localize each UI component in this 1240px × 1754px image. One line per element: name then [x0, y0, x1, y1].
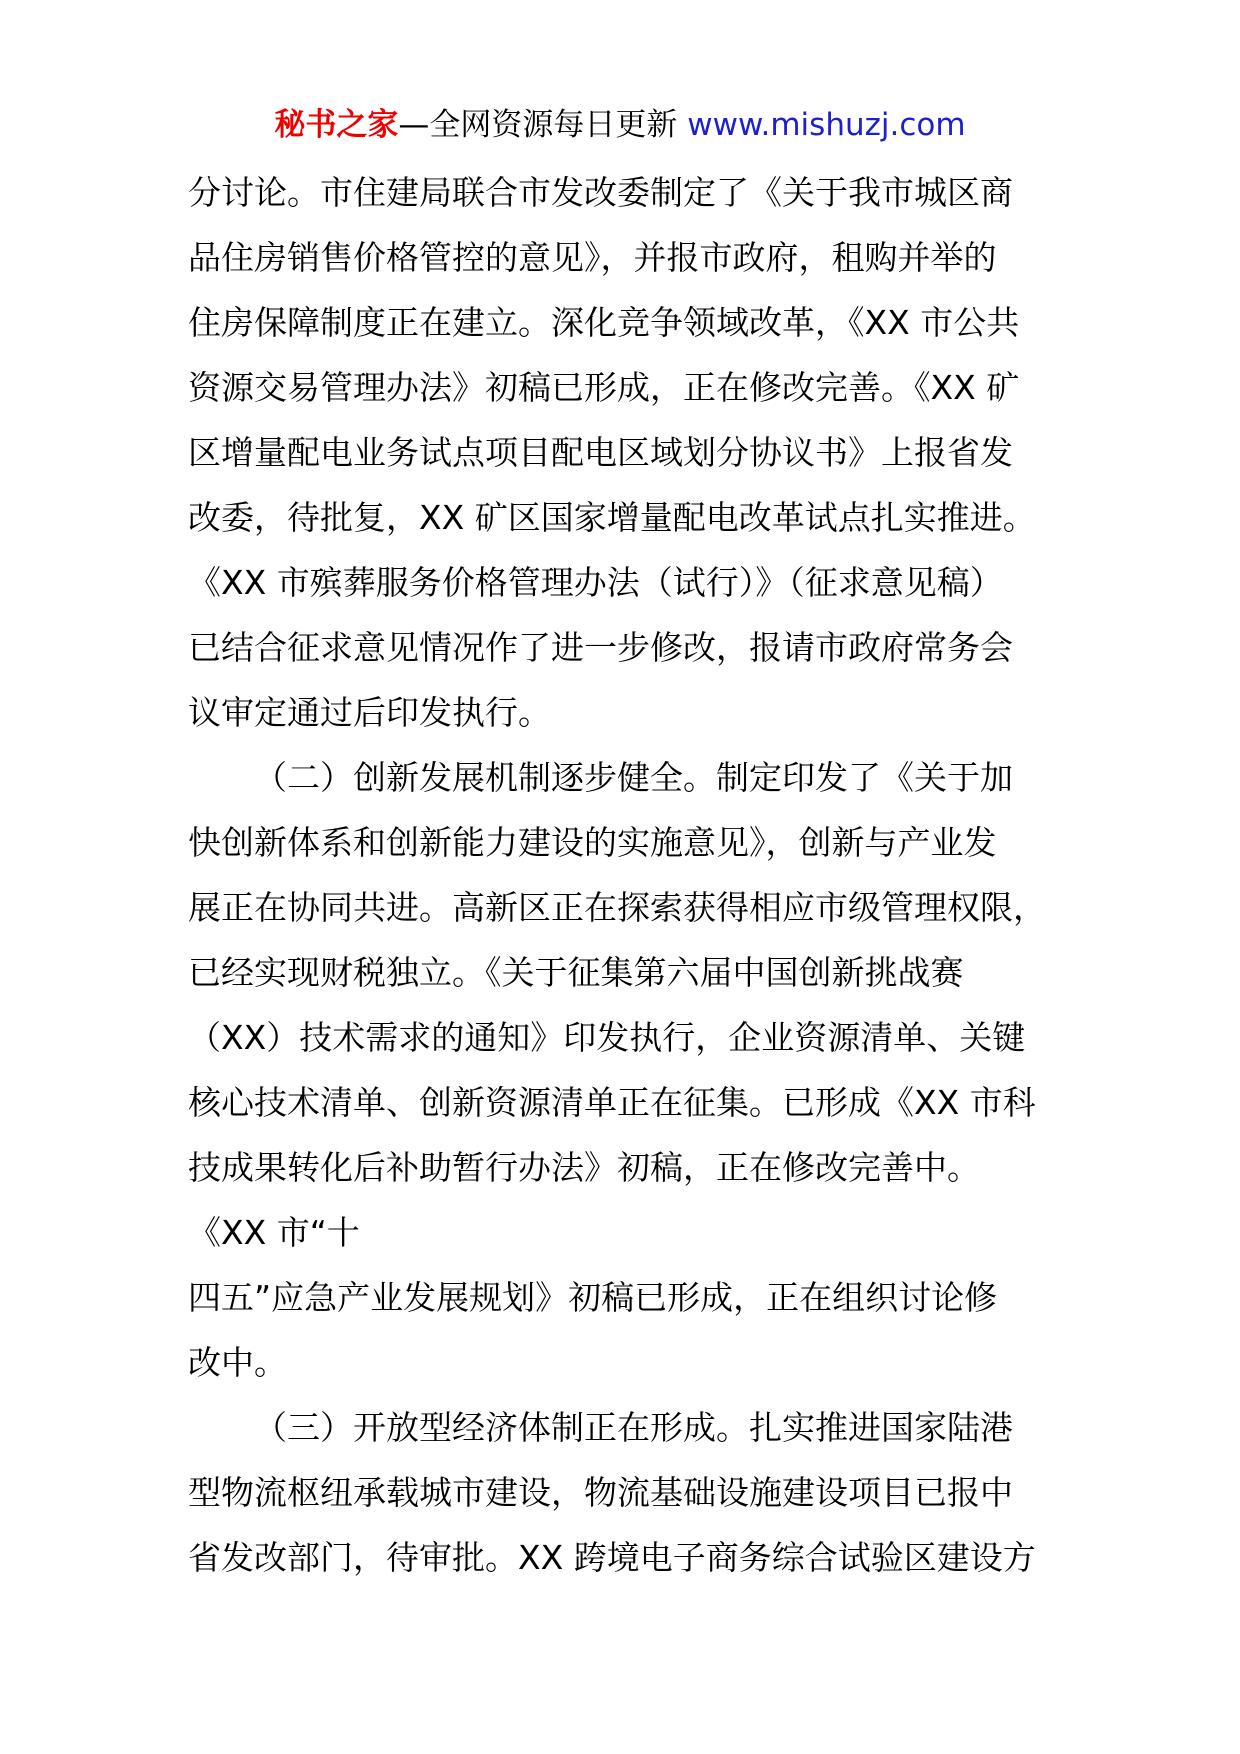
site-header: [0, 100, 1240, 150]
body-line: 核心技术清单、创新资源清单正在征集。已形成《XX 市科: [188, 1083, 1036, 1122]
body-line: 分讨论。市住建局联合市发改委制定了《关于我市城区商: [188, 173, 1013, 212]
brand-name: 秘书之家: [274, 107, 399, 143]
body-line: 四五”应急产业发展规划》初稿已形成，正在组织讨论修: [188, 1278, 998, 1317]
body-line: 《XX 市“十: [188, 1213, 360, 1252]
body-line: 省发改部门，待审批。XX 跨境电子商务综合试验区建设方: [188, 1538, 1036, 1577]
body-line: 《XX 市殡葬服务价格管理办法（试行）》（征求意见稿）: [188, 563, 1003, 602]
body-line: 改中。: [188, 1343, 287, 1382]
body-line: 型物流枢纽承载城市建设，物流基础设施建设项目已报中: [188, 1473, 1013, 1512]
body-line: 展正在协同共进。高新区正在探索获得相应市级管理权限，: [188, 888, 1046, 927]
header-tagline: —全网资源每日更新: [398, 107, 678, 143]
body-line: （XX）技术需求的通知》印发执行，企业资源清单、关键: [188, 1018, 1026, 1057]
site-url-link[interactable]: www.mishuzj.com: [687, 107, 966, 143]
section-heading-line: （三）开放型经济体制正在形成。扎实推进国家陆港: [254, 1408, 1013, 1447]
body-line: 住房保障制度正在建立。深化竞争领域改革，《XX 市公共: [188, 303, 1020, 342]
document-body: [188, 160, 1058, 1590]
body-line: 已经实现财税独立。《关于征集第六届中国创新挑战赛: [188, 953, 964, 992]
body-line: 改委，待批复，XX 矿区国家增量配电改革试点扎实推进。: [188, 498, 1036, 537]
body-line: 已结合征求意见情况作了进一步修改，报请市政府常务会: [188, 628, 1013, 667]
body-line: 品住房销售价格管控的意见》，并报市政府，租购并举的: [188, 238, 997, 277]
body-line: 资源交易管理办法》初稿已形成，正在修改完善。《XX 矿: [188, 368, 1020, 407]
body-line: 技成果转化后补助暂行办法》初稿，正在修改完善中。: [188, 1148, 980, 1187]
body-line: 快创新体系和创新能力建设的实施意见》，创新与产业发: [188, 823, 997, 862]
body-line: 议审定通过后印发执行。: [188, 693, 551, 732]
section-heading-line: （二）创新发展机制逐步健全。制定印发了《关于加: [254, 758, 1013, 797]
body-line: 区增量配电业务试点项目配电区域划分协议书》上报省发: [188, 433, 1013, 472]
